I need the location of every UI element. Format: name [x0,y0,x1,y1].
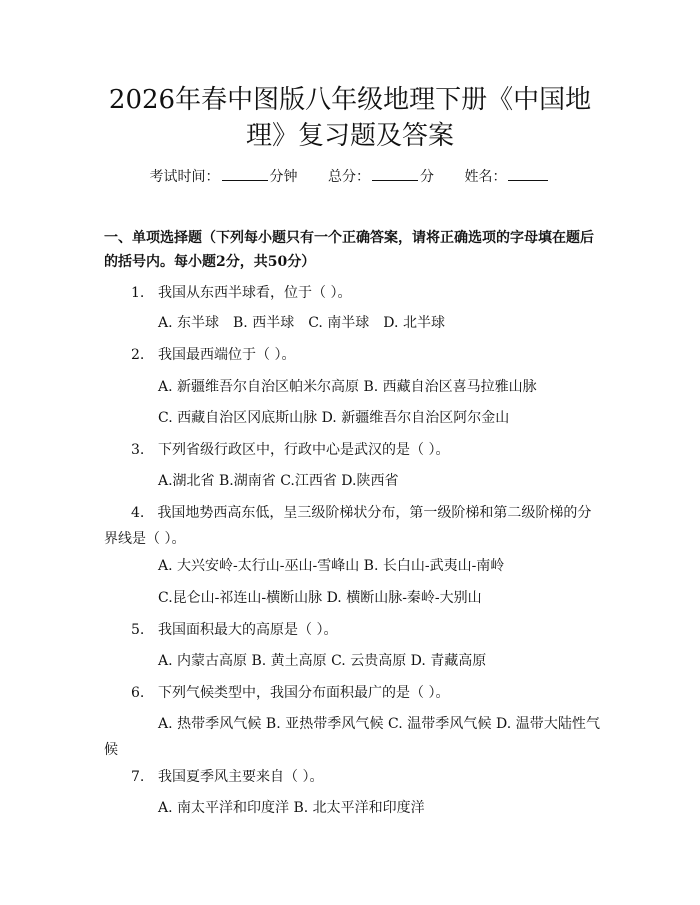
question-number: 5. [131,622,145,638]
total-score-field [328,169,434,185]
question-stem: 我国面积最大的高原是（ ）。 [158,622,338,638]
question-stem: 我国从东西半球看，位于（ ）。 [158,285,352,301]
name-blank[interactable] [508,166,548,181]
exam-info-row [0,166,700,188]
question-2-options-line-1: A. 新疆维吾尔自治区帕米尔高原 B. 西藏自治区喜马拉雅山脉 [158,379,537,395]
question-number: 1. [131,285,145,301]
exam-time-unit: 分钟 [269,169,298,185]
page-title-line-1: 2026年春中图版八年级地理下册《中国地 [108,85,592,115]
question-4-options-line-1: A. 大兴安岭-太行山-巫山-雪峰山 B. 长白山-武夷山-南岭 [158,558,505,574]
question-number: 6. [131,685,145,701]
question-4-options-line-2: C.昆仑山-祁连山-横断山脉 D. 横断山脉-秦岭-大别山 [158,590,482,606]
question-stem: 下列气候类型中，我国分布面积最广的是（ ）。 [158,685,450,701]
question-number: 3. [131,442,145,458]
total-score-blank[interactable] [372,166,418,181]
section-heading: 一、单项选择题（下列每小题只有一个正确答案，请将正确选项的字母填在题后的括号内。每小题2分，共50分） [104,230,594,270]
question-4 [104,500,600,552]
question-number: 7. [131,769,145,785]
exam-time-blank[interactable] [222,166,268,181]
page-title-line-2: 理》复习题及答案 [245,121,454,151]
total-score-label: 总分： [328,169,370,185]
question-number: 4. [131,505,145,521]
exam-time-field [150,169,298,185]
name-label: 姓名： [464,169,507,185]
question-stem: 我国最西端位于（ ）。 [158,347,296,363]
question-7-options: A. 南太平洋和印度洋 B. 北太平洋和印度洋 [158,800,425,816]
question-stem: 我国夏季风主要来自（ ）。 [158,769,324,785]
exam-time-label: 考试时间： [149,169,220,185]
question-stem: 下列省级行政区中，行政中心是武汉的是（ ）。 [158,442,450,458]
name-field [464,169,550,185]
question-number: 2. [131,347,145,363]
question-stem: 我国地势西高东低，呈三级阶梯状分布，第一级阶梯和第二级阶梯的分界线是（ ）。 [104,505,592,547]
question-3-options: A.湖北省 B.湖南省 C.江西省 D.陕西省 [158,473,399,489]
total-score-unit: 分 [420,169,434,185]
question-6-options: A. 热带季风气候 B. 亚热带季风气候 C. 温带季风气候 D. 温带大陆性气候 [104,716,600,758]
question-1-options: A. 东半球 B. 西半球 C. 南半球 D. 北半球 [158,315,445,331]
question-5-options: A. 内蒙古高原 B. 黄土高原 C. 云贵高原 D. 青藏高原 [158,653,487,669]
question-2-options-line-2: C. 西藏自治区冈底斯山脉 D. 新疆维吾尔自治区阿尔金山 [158,410,510,426]
